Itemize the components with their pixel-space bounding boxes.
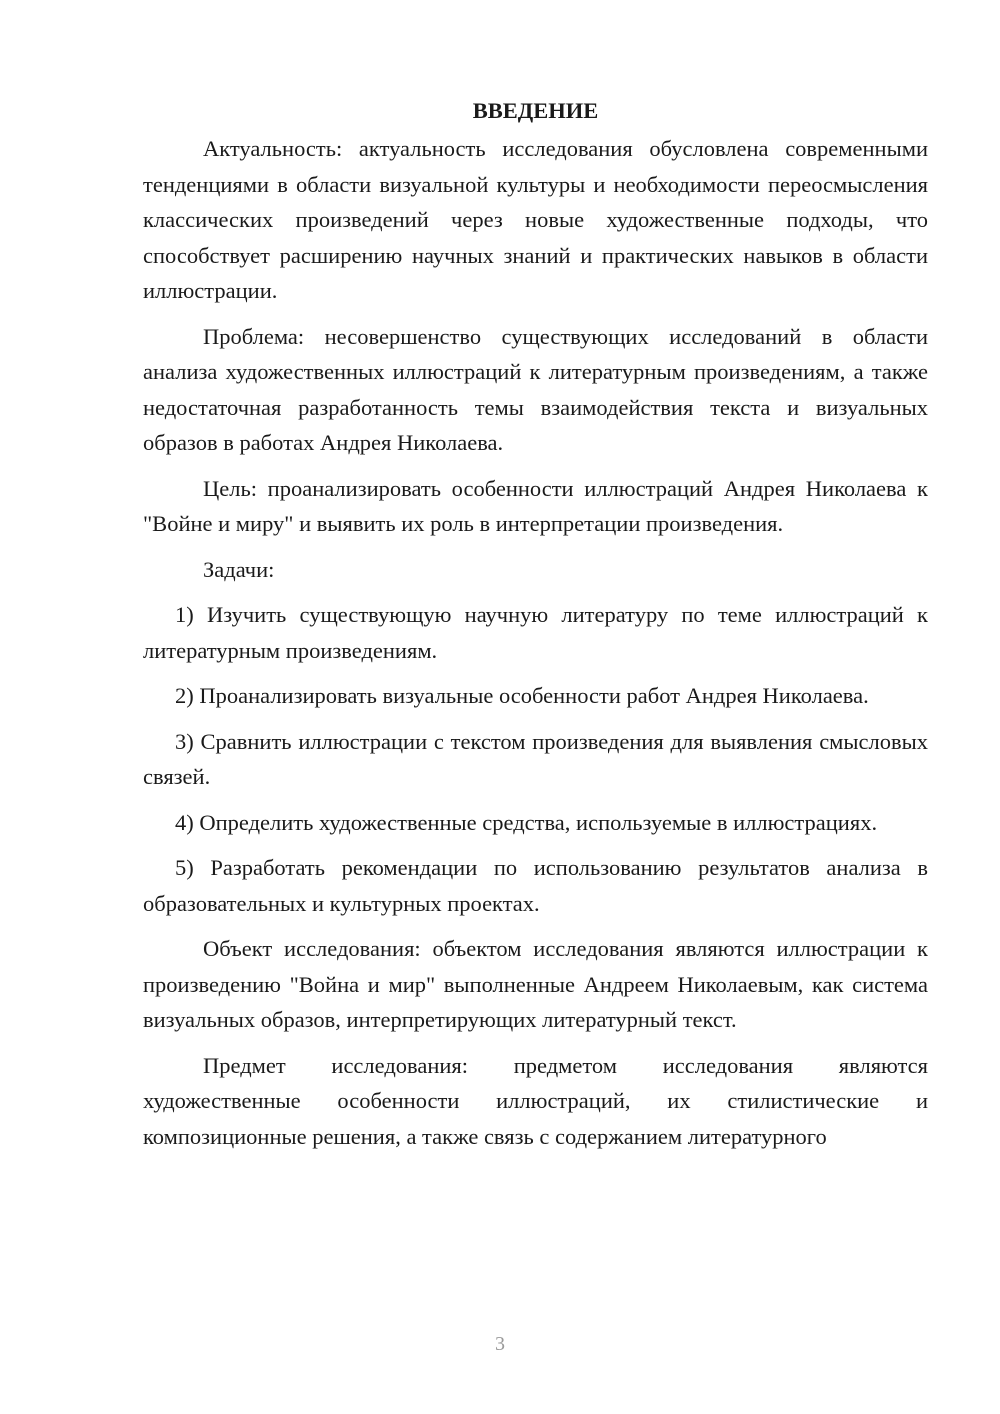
goal-paragraph: Цель: проанализировать особенности иллюстраций Андрея Николаева к "Войне и миру" и выявить их роль в интерпретации произведения. [143, 475, 928, 536]
tasks-heading: Задачи: [203, 556, 275, 582]
problem-paragraph: Проблема: несовершенство существующих исследований в области анализа художественных иллюстраций к литературным произведениям, а также недостаточная разработанность темы взаимодействия текста и визуальных образов в работах Андрея Николаева. [143, 323, 928, 455]
task-item-2: 2) Проанализировать визуальные особенности работ Андрея Николаева. [175, 683, 869, 708]
subject-paragraph: Предмет исследования: предметом исследования являются художественные особенности иллюстраций, их стилистические и композиционные решения, а также связь с содержанием литературного [143, 1052, 928, 1149]
task-item-1: 1) Изучить существующую научную литературу по теме иллюстраций к литературным произведениям. [143, 602, 928, 663]
relevance-paragraph: Актуальность: актуальность исследования обусловлена современными тенденциями в области визуальной культуры и необходимости переосмысления классических произведений через новые художественные подходы, что способствует расширению научных знаний и практических навыков в области иллюстрации. [143, 136, 928, 303]
object-paragraph: Объект исследования: объектом исследования являются иллюстрации к произведению "Война и мир" выполненные Андреем Николаевым, как система визуальных образов, интерпретирующих литературный текст. [143, 936, 928, 1032]
page-body [143, 96, 928, 1164]
section-title: ВВЕДЕНИЕ [472, 98, 599, 123]
task-item-5: 5) Разработать рекомендации по использованию результатов анализа в образовательных и культурных проектах. [143, 855, 928, 916]
task-item-3: 3) Сравнить иллюстрации с текстом произведения для выявления смысловых связей. [143, 728, 928, 789]
task-item-4: 4) Определить художественные средства, используемые в иллюстрациях. [175, 809, 878, 835]
page-number: 3 [495, 1333, 505, 1355]
